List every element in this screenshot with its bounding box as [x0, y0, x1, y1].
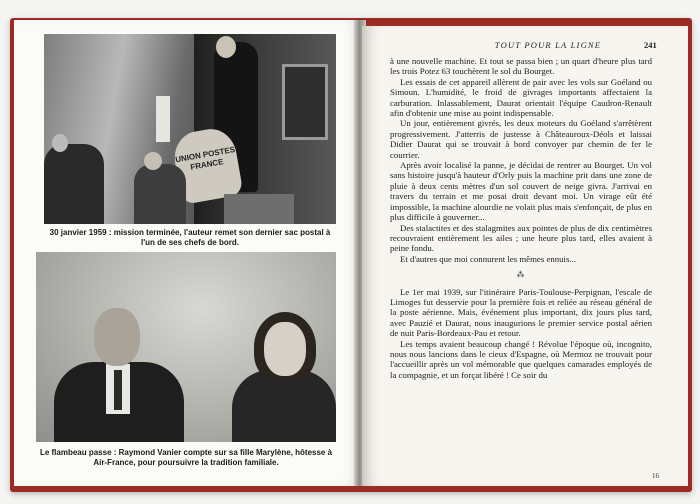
paragraph: Des stalactites et des stalagmites aux pointes de plus de dix centimètres recouvraient entièrement les ailes ; une heure plus tard, elles avaient à peine fondu.: [390, 222, 652, 254]
paragraph: Les essais de cet appareil allèrent de pair avec les vols sur Goéland ou Simoun. L'humidité, le froid de givrages importants affectaient la carburation. Inlassablement, Daurat orientait l'équipe Caudron-Renault afin d'obtenir une mise au point indispensable.: [390, 76, 652, 119]
mail-sack-label: UNION POSTES FRANCE: [174, 144, 236, 172]
photo-mail-handover: [44, 34, 336, 224]
right-page: [362, 26, 688, 486]
crowd-left: [44, 144, 104, 224]
page-number: 241: [644, 40, 657, 50]
paragraph: Et d'autres que moi connurent les mêmes ennuis...: [400, 253, 577, 264]
photo1-caption: 30 janvier 1959 : mission terminée, l'auteur remet son dernier sac postal à l'un de ses chefs de bord.: [49, 228, 331, 247]
open-book: [10, 18, 692, 492]
man-tie: [114, 370, 122, 410]
person-receiving-head: [144, 152, 162, 170]
paragraph: Un jour, entièrement givrés, les deux moteurs du Goéland s'arrêtèrent progressivement. J'atterris de justesse à Châteauroux-Déols et laissai Didier Daurat qui se trouvait à bord convoyer par chemin de fer le courrier.: [390, 118, 652, 160]
door-sign: [156, 96, 170, 142]
photo2-caption: Le flambeau passe : Raymond Vanier compte sur sa fille Marylène, hôtesse à Air-France, pour poursuivre la tradition familiale.: [39, 448, 333, 467]
section-separator: ⁂: [516, 270, 526, 280]
paragraph: Les temps avaient beaucoup changé ! Révolue l'époque où, incognito, nous nous lancions dans le cieux d'Espagne, où Mermoz ne trouvait pour l'accueillir après un vol mémorable que quelques camarades employés de la compagnie, et un forçat libéré ! Ce soir du: [390, 338, 652, 380]
photo-father-daughter: [36, 252, 336, 442]
paragraph: Le 1er mai 1939, sur l'itinéraire Paris-Toulouse-Perpignan, l'escale de Limoges fut desservie pour la première fois et reliée au réseau général de la poste aérienne. Mais, événement plus important, dix jours plus tard, avec Pauzié et Daurat, nous inaugurions le premier service postal aérien de nuit Paris-Bordeaux-Pau et retour.: [390, 286, 652, 339]
man-head: [216, 36, 236, 58]
left-page: [14, 20, 360, 486]
woman-face: [264, 322, 306, 376]
person-head-left: [52, 134, 68, 152]
paragraph: à une nouvelle machine. Et tout se passa bien ; un quart d'heure plus tard les trois Potez 63 touchèrent le sol du Bourget.: [390, 56, 652, 77]
body-text: [390, 56, 652, 380]
paragraph: Après avoir localisé la panne, je décidai de rentrer au Bourget. Un vol sans histoire jusqu'à hauteur d'Orly puis la machine prit dans une zone de pluie à deux cents mètres d'un sol couvert de neige givra. J'arrivai en travers du terrain et me posai droit devant moi. Un virage eût été impossible, la machine alourdie ne volait plus mais s'enfonçait, de plus en plus difficile à gouverner...: [390, 160, 652, 223]
boarding-stairs: [224, 194, 294, 224]
door-frame: [282, 64, 328, 140]
running-head: TOUT POUR LA LIGNE: [494, 40, 602, 50]
man-head: [94, 308, 140, 366]
person-receiving: [134, 164, 186, 224]
signature-mark: 16: [652, 472, 659, 480]
